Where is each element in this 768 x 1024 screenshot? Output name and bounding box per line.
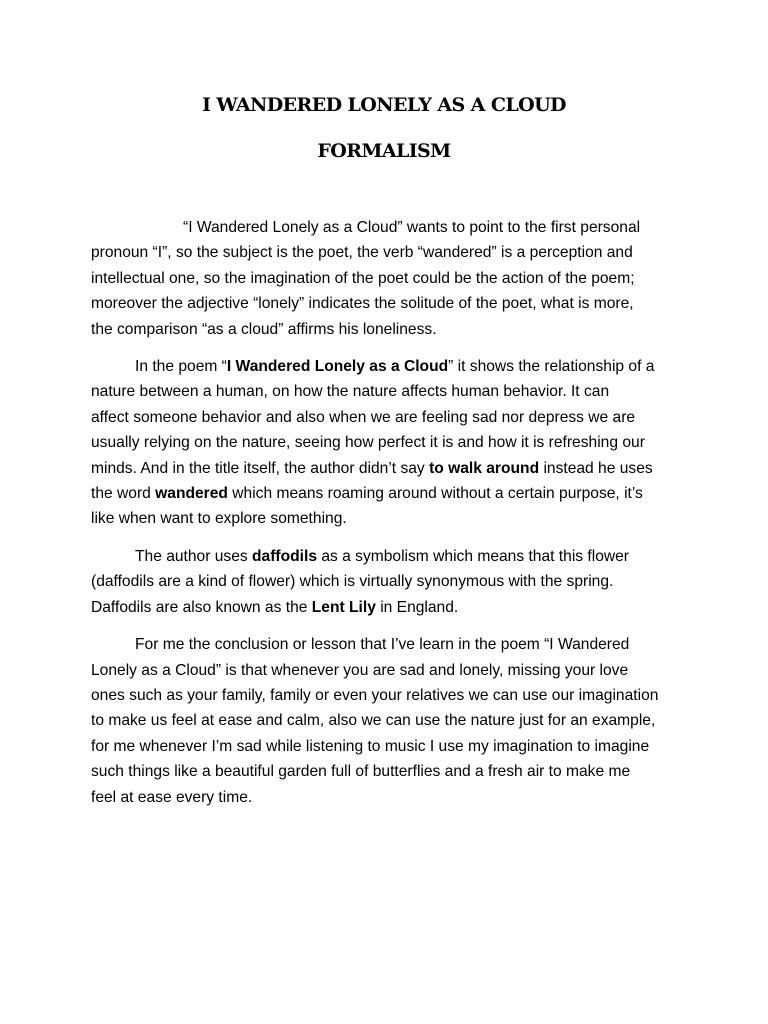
text-line xyxy=(91,240,691,265)
document-body xyxy=(91,215,691,822)
text-line xyxy=(91,569,691,594)
document-title: I WANDERED LONELY AS A CLOUD xyxy=(202,94,566,116)
text-line xyxy=(91,379,691,404)
text-line xyxy=(91,291,691,316)
text-line xyxy=(91,632,691,657)
text-line xyxy=(91,734,691,759)
text-line xyxy=(91,595,691,620)
text-run: intellectual one, so the imagination of the poet could be the action of the poem; xyxy=(91,269,635,287)
text-line xyxy=(91,544,691,569)
document-subtitle: FORMALISM xyxy=(317,140,451,162)
text-run: minds. And in the title itself, the author didn’t say xyxy=(91,459,430,477)
text-line xyxy=(91,266,691,291)
bold-text-run: Lent Lily xyxy=(311,598,376,616)
text-run: the comparison “as a cloud” affirms his loneliness. xyxy=(91,320,437,338)
text-line xyxy=(91,708,691,733)
text-run: “I Wandered Lonely as a Cloud” wants to point to the first personal xyxy=(183,219,641,236)
text-run: for me whenever I’m sad while listening to music I use my imagination to imagine xyxy=(91,737,650,755)
text-run: feel at ease every time. xyxy=(91,788,253,806)
text-run: ones such as your family, family or even your relatives we can use our imagination xyxy=(91,686,659,704)
paragraph-3 xyxy=(91,544,691,620)
text-run: affect someone behavior and also when we are feeling sad nor depress we are xyxy=(91,408,636,426)
bold-text-run: daffodils xyxy=(252,547,318,565)
text-run: as a symbolism which means that this flower xyxy=(317,547,630,565)
text-line xyxy=(91,456,691,481)
text-run: in England. xyxy=(375,598,459,616)
text-run: moreover the adjective “lonely” indicates the solitude of the poet, what is more, xyxy=(91,295,634,313)
text-line xyxy=(91,405,691,430)
text-run: In the poem “ xyxy=(135,358,227,376)
text-run: which means roaming around without a certain purpose, it’s xyxy=(227,485,643,503)
text-run: ” it shows the relationship of a xyxy=(448,358,655,376)
text-run: to make us feel at ease and calm, also we can use the nature just for an example, xyxy=(91,712,656,730)
text-run: like when want to explore something. xyxy=(91,510,347,528)
text-line xyxy=(91,759,691,784)
text-line xyxy=(91,785,691,810)
text-run: instead he uses xyxy=(539,459,653,477)
paragraph-1 xyxy=(91,215,691,342)
text-run: Lonely as a Cloud” is that whenever you are sad and lonely, missing your love xyxy=(91,661,629,679)
text-run: the word xyxy=(91,485,156,503)
text-run: such things like a beautiful garden full of butterflies and a fresh air to make me xyxy=(91,763,631,781)
paragraph-2 xyxy=(91,354,691,532)
bold-text-run: wandered xyxy=(155,485,228,503)
text-line xyxy=(91,215,691,240)
text-line xyxy=(91,683,691,708)
text-line xyxy=(91,481,691,506)
text-run: The author uses xyxy=(135,547,253,565)
text-line xyxy=(91,506,691,531)
text-line xyxy=(91,430,691,455)
paragraph-4 xyxy=(91,632,691,810)
bold-text-run: to walk around xyxy=(429,459,540,477)
text-run: For me the conclusion or lesson that I’ve learn in the poem “I Wandered xyxy=(135,636,630,654)
text-run: pronoun “I”, so the subject is the poet, the verb “wandered” is a perception and xyxy=(91,244,633,262)
text-line xyxy=(91,354,691,379)
bold-text-run: I Wandered Lonely as a Cloud xyxy=(226,358,449,376)
text-run: (daffodils are a kind of flower) which is virtually synonymous with the spring. xyxy=(91,573,614,591)
text-line xyxy=(91,317,691,342)
text-run: usually relying on the nature, seeing how perfect it is and how it is refreshing our xyxy=(91,434,645,452)
text-line xyxy=(91,658,691,683)
text-run: Daffodils are also known as the xyxy=(91,598,312,616)
text-run: nature between a human, on how the nature affects human behavior. It can xyxy=(91,383,610,401)
